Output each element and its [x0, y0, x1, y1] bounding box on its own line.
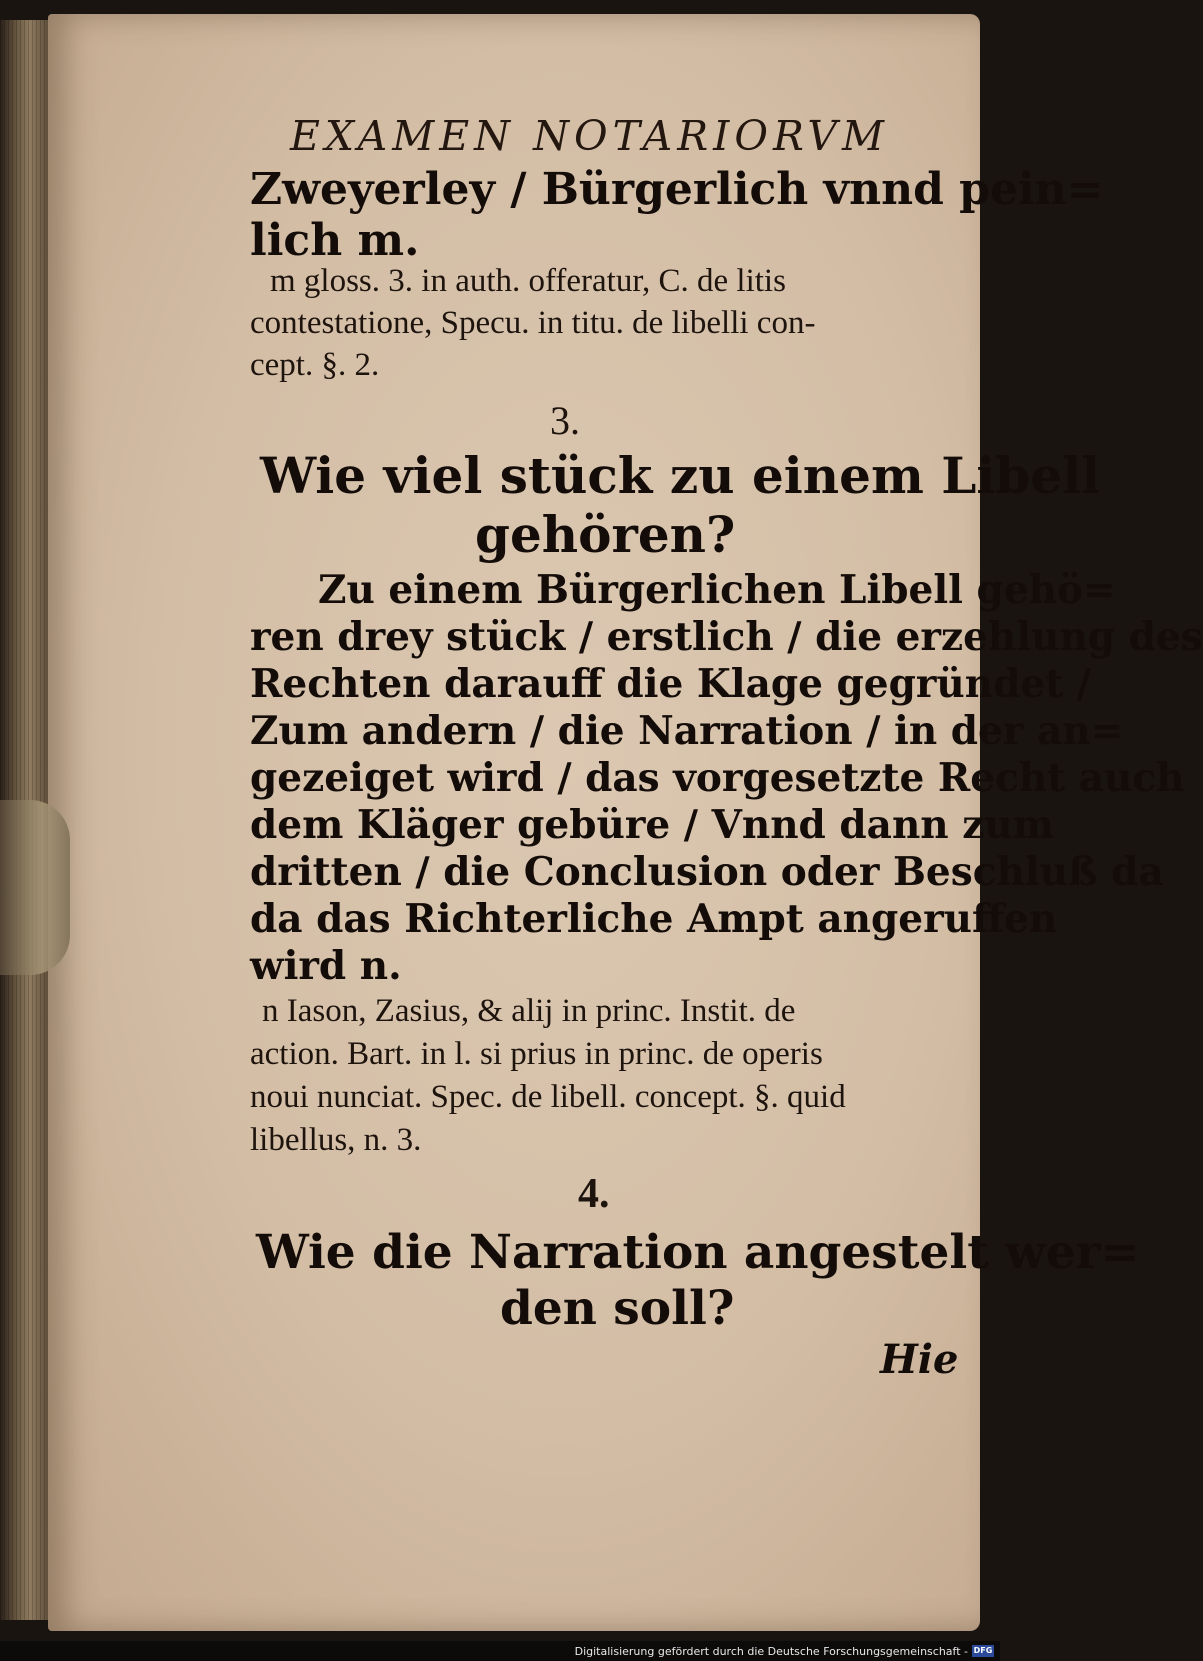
para2-line-5: gezeiget wird / das vorgesetzte Recht auch [250, 755, 1185, 801]
para2-line-4: Zum andern / die Narration / in der an= [250, 708, 1124, 754]
footer-text: Digitalisierung gefördert durch die Deutsche Forschungsgemeinschaft - [574, 1645, 968, 1658]
note-m-line-2: contestatione, Specu. in titu. de libelli con- [250, 305, 816, 341]
section3-heading-line-2: gehören? [475, 505, 736, 564]
section3-number: 3. [550, 398, 580, 443]
running-head: EXAMEN NOTARIORVM [290, 112, 889, 160]
para2-line-2: ren drey stück / erstlich / die erzehlung des [250, 614, 1203, 660]
note-m-line-1: m gloss. 3. in auth. offeratur, C. de litis [270, 263, 786, 299]
para2-line-9: wird n. [250, 943, 402, 989]
catchword: Hie [880, 1336, 959, 1383]
section4-heading-line-2: den soll? [500, 1281, 735, 1336]
note-m-line-3: cept. §. 2. [250, 347, 380, 383]
section4-number: 4. [578, 1171, 610, 1217]
section4-heading-line-1: Wie die Narration angestelt wer= [256, 1225, 1140, 1280]
para2-line-7: dritten / die Conclusion oder Beschluß da [250, 849, 1164, 895]
para2-line-8: da das Richterliche Ampt angeruffen [250, 896, 1058, 942]
para1-line-1: Zweyerley / Bürgerlich vnnd pein= [250, 164, 1104, 215]
note-n-line-2: action. Bart. in l. si prius in princ. de operis [250, 1036, 823, 1072]
para2-line-3: Rechten darauff die Klage gegründet / [250, 661, 1092, 707]
section3-heading-line-1: Wie viel stück zu einem Libell [260, 446, 1101, 505]
para2-line-6: dem Kläger gebüre / Vnnd dann zum [250, 802, 1054, 848]
note-n-line-3: noui nunciat. Spec. de libell. concept. §. quid [250, 1079, 846, 1115]
book-clasp [0, 800, 70, 975]
note-n-line-1: n Iason, Zasius, & alij in princ. Instit. de [262, 993, 796, 1029]
para2-line-1: Zu einem Bürgerlichen Libell gehö= [318, 567, 1116, 613]
para1-line-2: lich m. [250, 215, 420, 266]
dfg-logo: DFG [973, 1646, 993, 1655]
note-n-line-4: libellus, n. 3. [250, 1122, 422, 1158]
footer-bar [0, 1641, 1000, 1661]
